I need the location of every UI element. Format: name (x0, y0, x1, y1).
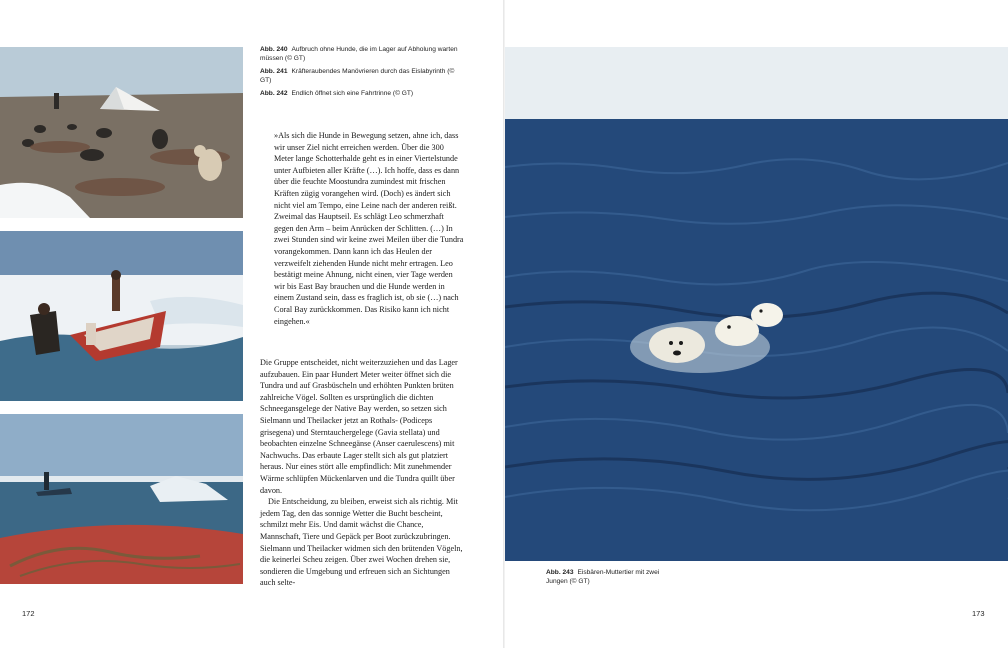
page-number-right: 173 (972, 609, 985, 618)
photo-polar-bears-swimming (505, 47, 1008, 561)
caption-number: Abb. 241 (260, 68, 288, 76)
caption-text: Endlich öffnet sich eine Fahrtrinne (© GT) (291, 90, 414, 98)
paragraph: Die Entscheidung, zu bleiben, erweist sich als richtig. Mit jedem Tag, den das sonnige Wetter die Bucht bescheint, schmilzt mehr Eis. Und damit wächst die Chance, Mannschaft, Tiere und Gepäck per Boot zurückzubringen. Sielmann und Theilacker widmen sich den brütenden Vögeln, die keinerlei Scheu zeigen. Über zwei Wochen drehen sie, sondieren die Umgebung und erfreuen sich an Sichtungen auch selte- (260, 497, 463, 588)
caption-text: Eisbären-Muttertier mit zwei Jungen (© GT) (546, 569, 660, 585)
caption-text: Aufbruch ohne Hunde, die im Lager auf Abholung warten müssen (© GT) (260, 46, 458, 62)
photo-boat-in-ice (0, 231, 243, 401)
caption-abb-243 (546, 569, 676, 586)
photo-camp-with-dogs (0, 47, 243, 218)
body-text (260, 357, 464, 589)
caption-abb-242 (260, 90, 460, 99)
photo-open-channel (0, 414, 243, 584)
caption-abb-241 (260, 68, 460, 85)
caption-abb-240 (260, 46, 460, 63)
page-number-left: 172 (22, 609, 35, 618)
captions-left (260, 46, 460, 104)
caption-number: Abb. 240 (260, 46, 288, 53)
caption-text: Kräfteraubendes Manövrieren durch das Eislabyrinth (© GT) (260, 68, 455, 84)
quote-block: »Als sich die Hunde in Bewegung setzen, ahne ich, dass wir unser Ziel nicht erreichen werden. Über die 300 Meter lange Schotterhalde geht es in einer Viertelstunde unter Aufbieten aller Kräfte (…). Ich hoffe, dass es dann über die feuchte Moostundra zumindest mit frischen Kräften zügig vorangehen wird. (Doch) es ändert sich nicht viel am Tempo, eine Leine nach der anderen reißt. Zweimal das Hauptseil. Es schlägt Leo schmerzhaft gegen den Arm – beim Anrücken der Schlitten. (…) In zwei Stunden sind wir keine zwei Meilen über die Tundra vorangekommen. Dann kann ich das Heulen der verzweifelt ziehenden Hunde nicht mehr ertragen. Leo bestätigt meine Ahnung, nicht einen, vier Tage werden wir bis East Bay brauchen und die Hunde werden in einem Zustand sein, dass es fraglich ist, ob sie (…) nach Coral Bay zurückkommen. Das Risiko kann ich nicht eingehen.« (274, 131, 464, 326)
paragraph: Die Gruppe entscheidet, nicht weiterzuziehen und das Lager aufzubauen. Ein paar Hundert Meter weiter öffnet sich die Tundra und auf Grasbüscheln und erhöhten Punkten brüten zahlreiche Vögel. Sollten es ursprünglich die dichten Schneegansgelege der Native Bay werden, so setzen sich Sielmann und Theilacker jetzt an Rothals- (Podiceps grisegena) und Sterntauchergelege (Gavia stellata) und beobachten einzelne Schneegänse (Anser caerulescens) mit Nachwuchs. Das erbaute Lager stellt sich als gut platziert heraus. Nur eines stört alle empfindlich: Mit zunehmender Wärme schlüpfen Mückenlarven und die Tundra quillt über davon. (260, 358, 458, 495)
caption-number: Abb. 242 (260, 90, 288, 98)
caption-number: Abb. 243 (546, 569, 574, 576)
